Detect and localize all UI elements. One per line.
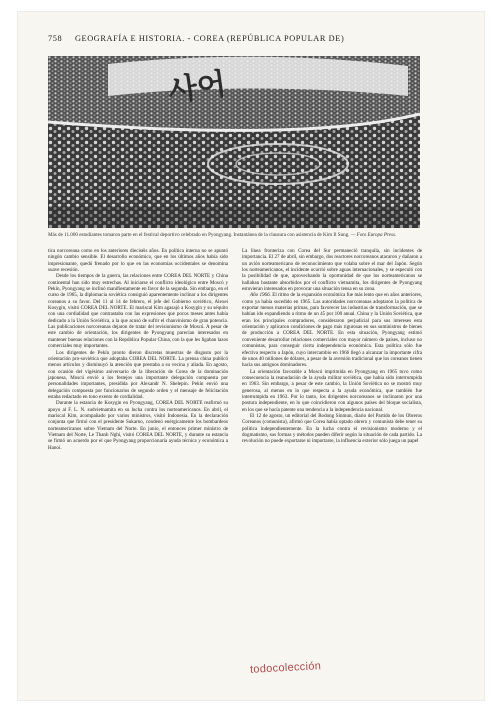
running-title: GEOGRAFÍA E HISTORIA. - COREA (REPÚBLICA POPULAR DE) xyxy=(74,34,345,43)
paragraph: El 12 de agosto, un editorial del Rodong Sinmun, diario del Partido de los Obreros Coreanos (comunista), afirmó que Corea había optado obrero y comunista debe tener su política independientemente. En la lucha contra el revisionismo moderno y el dogmatismo, sus formas y métodos pueden diferir según la situación de cada partido. La revolución no puede exportarse ni importarse, la influencia exterior sólo juega un papel xyxy=(242,412,422,445)
left-column xyxy=(48,248,228,451)
photo-credit: — Foto Europa Press. xyxy=(350,232,397,238)
running-header xyxy=(48,34,468,43)
stadium-photo-image xyxy=(48,56,420,228)
watermark-logo xyxy=(250,660,322,676)
watermark-brand-a: todo xyxy=(249,662,273,676)
paragraph: Los dirigentes de Pekín pronto dieron discretas muestras de disgusto por la orientación pro-soviética que adoptaba COREA DEL NORTE. La prensa china publicó menos artículos y disminuyó la atención que prestaba a su vecina y aliada. En agosto, con ocasión del vigésimo aniversario de la liberación de Corea de la dominación japonesa, Moscú envió a los festejos una importante delegación compuesta por personalidades importantes, presidida por Alexandr N. Shelepin. Pekín envió una delegación compuesta por funcionarios de segundo orden y el mensaje de felicitación estaba redactado en tono exento de cordialidad. xyxy=(48,349,228,400)
watermark-brand-b: colección xyxy=(272,660,322,675)
caption-text: Más de 11.000 estudiantes tomaron parte en el festival deportivo celebrado en Pyongyang. Instantánea de la clausura con asistencia de Kim Il Sung. xyxy=(48,232,350,238)
page-number: 758 xyxy=(48,34,63,43)
paragraph-text: El ritmo de la expansión económica fue más lento que en años anteriores, como ya había sucedido en 1965. Las autoridades norcoreanas adoptaron la política de exportar menos materias primas, para favorecer las industrias de transformación, que se habían ido expandiendo a ritmo de un 45 por 100 anual. China y la Unión Soviética, que eran los principales compradores, consideraron perjudicial para sus intereses esta orientación y aplicaron condiciones de pago más rigurosas en sus suministros de bienes de producción a COREA DEL NORTE. En esta situación, Pyongyang estimó conveniente desarrollar relaciones comerciales con mayor número de países, incluso no comunistas, para conseguir cierta independencia económica. Esta política sólo fue efectiva respecto a Japón, cuyo intercambio en 1966 llegó a alcanzar la importante cifra de unos 40 millones de dólares, a pesar de la aversión tradicional que los coreanos tienen hacia sus antiguos dominadores. xyxy=(242,292,422,369)
paragraph: Desde los tiempos de la guerra, las relaciones entre COREA DEL NORTE y China continental han sido muy estrechas. Al iniciarse el conflicto ideológico entre Moscú y Pekín, Pyongyang se inclinó manifiestamente en favor de la segunda. Sin embargo, en el curso de 1965, la diplomacia soviética consiguió aparentemente inclinar a los dirigentes coreanos a su favor. Del 11 al 14 de febrero, el jefe del Gobierno soviético, Alexei Kosygin, visitó COREA DEL NORTE. El mariscal Kim agasajó a Kosygin y su séquito con una cordialidad que contrastaba con las expresiones que pocos meses antes había dedicado a la Unión Soviética, a la que acusó de sufrir el chauvinismo de gran potencia. Las publicaciones norcoreanas dejaron de tratar del revisionismo de Moscú. A pesar de este cambio de orientación, los dirigentes de Pyongyang parecían interesados en mantener buenas relaciones con la República Popular China, con la que les ligaban lazos comerciales muy importantes. xyxy=(48,273,228,350)
encyclopedia-page xyxy=(18,12,484,700)
paragraph xyxy=(242,292,422,368)
year-heading: Año 1966. xyxy=(250,292,271,299)
banner-text: 사어 xyxy=(166,66,229,110)
paragraph: Durante la estancia de Kosygin en Pyongyang, COREA DEL NORTE reafirmó su apoyo al F. L. N. sudvietnamita en su lucha contra los norteamericanos. En abril, el mariscal Kim, acompañado por varios ministros, visitó Indonesia. En la declaración conjunta que firmó con el presidente Sukarno, condenó enérgicamente los bombardeos norteamericanos sobre Vietnam del Norte. En junio, el entonces primer ministro de Vietnam del Norte, Le Thanh Nghi, visitó COREA DEL NORTE, y durante su estancia se firmó un acuerdo por el que Pyongyang proporcionaría ayuda técnica y económica a Hanoi. xyxy=(48,400,228,451)
photo-caption xyxy=(48,232,422,238)
right-column xyxy=(242,248,422,451)
stadium-photo xyxy=(48,56,420,228)
article-body xyxy=(48,248,422,451)
paragraph: La orientación favorable a Moscú imprimida en Pyongyang en 1965 tuvo como consecuencia la reanudación de la ayuda militar soviética, que había sido interrumpida en 1963. Sin embargo, a pesar de este cambio, la Unión Soviética no se mostró muy generosa, al menos en lo que respecta a la ayuda económica, que también fue interrumpida en 1963. Por lo tanto, los dirigentes norcoreanos se inclinaron por una postura independiente, en lo que coincidieron con algunos países del bloque socialista, en los que se hacía patente una tendencia a la independencia nacional. xyxy=(242,368,422,413)
paragraph: tica norcoreana como en los anteriores dieciséis años. En política interna no se apuntó ningún cambio sensible. El desarrollo económico, que en los últimos años había sido impresionante, quedó frenado por lo que en las economías occidentales se denomina suave recesión. xyxy=(48,248,228,274)
paragraph: La línea fronteriza con Corea del Sur permaneció tranquila, sin incidentes de importancia. El 27 de abril, sin embargo, dos reactores norcoreanos atacaron y dañaron a un avión norteamericano de reconocimiento que volaba sobre el mar del Japón. Según los norteamericanos, el incidente ocurrió sobre aguas internacionales, y se especuló con la posibilidad de que, aprovechando la oportunidad de que los norteamericanos se hallaban bastante absorbidos por el conflicto vietnamita, los dirigentes de Pyongyang estuvieran interesados en provocar una situación tensa en su zona. xyxy=(242,248,422,293)
